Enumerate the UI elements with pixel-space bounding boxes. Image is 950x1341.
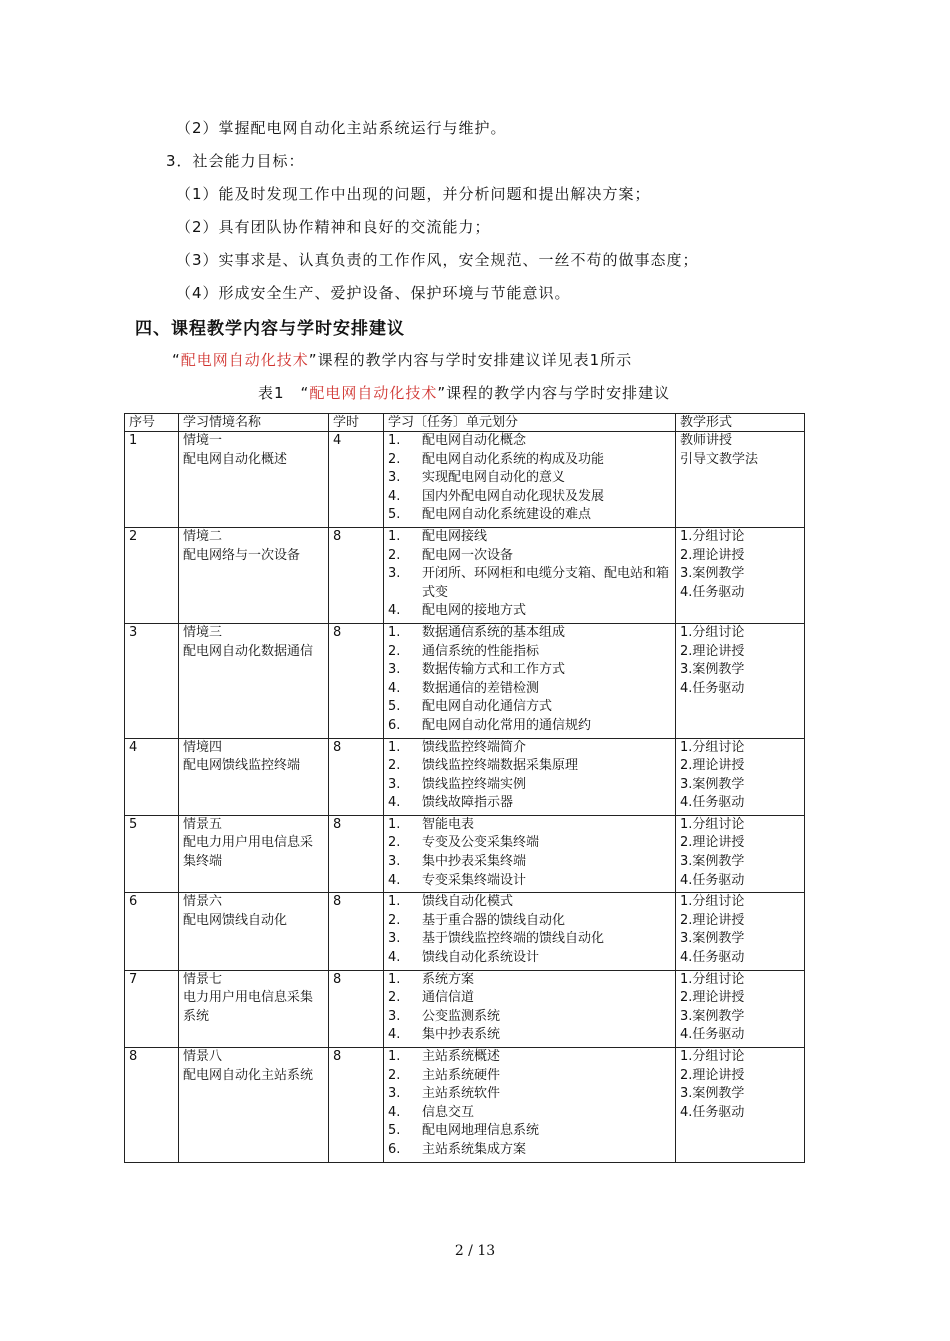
unit-number: 2. xyxy=(388,758,401,774)
header-hours: 学时 xyxy=(329,414,384,432)
method-item: 2.理论讲授 xyxy=(680,758,745,774)
page-number: 2 / 13 xyxy=(454,1243,496,1259)
table-caption xyxy=(258,382,670,403)
unit-number: 1. xyxy=(388,971,401,987)
unit-item xyxy=(388,698,671,717)
unit-number: 1. xyxy=(388,528,401,544)
method-item: 4.任务驱动 xyxy=(680,1027,745,1043)
table-header-row xyxy=(125,414,805,432)
table-row xyxy=(125,432,805,528)
unit-text: 数据传输方式和工作方式 xyxy=(422,662,566,678)
unit-number: 2. xyxy=(388,547,401,563)
table-row xyxy=(125,1048,805,1163)
unit-number: 6. xyxy=(388,1141,401,1157)
unit-text: 配电网接线 xyxy=(422,528,488,544)
cell-methods xyxy=(676,893,805,970)
situation-line: 配电网自动化主站系统 xyxy=(183,1067,314,1083)
social-item-3: （3）实事求是、认真负责的工作作风，安全规范、一丝不苟的做事态度； xyxy=(176,251,699,269)
cell-hours: 8 xyxy=(329,623,384,738)
situation-line: 配电网络与一次设备 xyxy=(183,547,301,563)
unit-number: 5. xyxy=(388,507,401,523)
method-item: 教师讲授 xyxy=(680,433,733,448)
unit-text: 智能电表 xyxy=(422,816,475,832)
unit-text: 配电网自动化常用的通信规约 xyxy=(422,717,592,733)
situation-line: 情景八 xyxy=(183,1049,223,1064)
unit-item xyxy=(388,893,671,912)
method-item: 3.案例教学 xyxy=(680,1086,745,1102)
unit-number: 2. xyxy=(388,643,401,659)
unit-number: 1. xyxy=(388,739,401,755)
section-heading: 四、课程教学内容与学时安排建议 xyxy=(135,319,405,339)
unit-text: 馈线监控终端实例 xyxy=(422,776,527,792)
unit-item xyxy=(388,912,671,931)
header-methods: 教学形式 xyxy=(676,414,805,432)
cell-units xyxy=(384,738,676,815)
cell-methods xyxy=(676,738,805,815)
method-item: 3.案例教学 xyxy=(680,662,745,678)
unit-item xyxy=(388,1122,671,1141)
unit-text: 系统方案 xyxy=(422,971,475,987)
situation-line: 情境三 xyxy=(183,624,223,640)
unit-text: 配电网自动化系统建设的难点 xyxy=(422,507,592,523)
cell-methods xyxy=(676,527,805,623)
method-item: 4.任务驱动 xyxy=(680,950,745,966)
cell-methods xyxy=(676,623,805,738)
table-row xyxy=(125,623,805,738)
unit-item xyxy=(388,1141,671,1160)
cell-situation-name xyxy=(179,893,329,970)
situation-line: 配电网馈线监控终端 xyxy=(183,758,301,774)
situation-line: 配电网馈线自动化 xyxy=(183,912,288,928)
header-no: 序号 xyxy=(125,414,179,432)
unit-text: 国内外配电网自动化现状及发展 xyxy=(422,488,605,504)
cell-hours: 8 xyxy=(329,1048,384,1163)
unit-text: 基于馈线监控终端的馈线自动化 xyxy=(422,931,605,947)
social-ability-heading: 3．社会能力目标： xyxy=(166,152,305,170)
unit-number: 4. xyxy=(388,1027,401,1043)
caption-prefix: 表1 “ xyxy=(258,384,310,402)
cell-hours: 8 xyxy=(329,527,384,623)
cell-situation-name xyxy=(179,1048,329,1163)
unit-number: 4. xyxy=(388,603,401,619)
unit-number: 5. xyxy=(388,1123,401,1139)
unit-text: 信息交互 xyxy=(422,1104,475,1120)
unit-item xyxy=(388,488,671,507)
unit-number: 6. xyxy=(388,717,401,733)
cell-hours: 8 xyxy=(329,893,384,970)
unit-item xyxy=(388,547,671,566)
method-item: 3.案例教学 xyxy=(680,1008,745,1024)
cell-no: 5 xyxy=(125,815,179,892)
unit-text: 配电网自动化概念 xyxy=(422,433,527,448)
social-item-1: （1）能及时发现工作中出现的问题，并分析问题和提出解决方案； xyxy=(176,185,651,203)
method-item: 4.任务驱动 xyxy=(680,872,745,888)
social-item-2: （2）具有团队协作精神和良好的交流能力； xyxy=(176,218,491,236)
situation-line: 配电网自动化概述 xyxy=(183,451,288,467)
header-name: 学习情境名称 xyxy=(179,414,329,432)
unit-text: 馈线故障指示器 xyxy=(422,795,514,811)
cell-situation-name xyxy=(179,623,329,738)
unit-item xyxy=(388,680,671,699)
method-item: 4.任务驱动 xyxy=(680,584,745,600)
unit-item xyxy=(388,1067,671,1086)
unit-text: 配电网自动化系统的构成及功能 xyxy=(422,451,605,467)
cell-situation-name xyxy=(179,815,329,892)
unit-text: 通信信道 xyxy=(422,990,475,1006)
unit-item xyxy=(388,739,671,758)
unit-item xyxy=(388,757,671,776)
situation-line: 情景六 xyxy=(183,894,223,910)
cell-hours: 8 xyxy=(329,970,384,1047)
method-item: 3.案例教学 xyxy=(680,566,745,582)
unit-number: 2. xyxy=(388,451,401,467)
unit-text: 集中抄表采集终端 xyxy=(422,854,527,870)
unit-text: 通信系统的性能指标 xyxy=(422,643,540,659)
unit-item xyxy=(388,816,671,835)
situation-line: 情境四 xyxy=(183,739,223,755)
cell-hours: 8 xyxy=(329,815,384,892)
unit-item xyxy=(388,1104,671,1123)
method-item: 1.分组讨论 xyxy=(680,528,745,544)
intro-quote-open: “ xyxy=(172,351,181,369)
unit-text: 开闭所、环网柜和电缆分支箱、配电站和箱式变 xyxy=(422,566,670,600)
unit-text: 专变及公变采集终端 xyxy=(422,835,540,851)
unit-number: 3. xyxy=(388,566,401,582)
unit-text: 配电网地理信息系统 xyxy=(422,1123,540,1139)
method-item: 1.分组讨论 xyxy=(680,894,745,910)
method-item: 1.分组讨论 xyxy=(680,1049,745,1064)
unit-item xyxy=(388,930,671,949)
situation-line: 情景五 xyxy=(183,816,223,832)
unit-item xyxy=(388,794,671,813)
unit-text: 馈线监控终端数据采集原理 xyxy=(422,758,579,774)
unit-text: 主站系统软件 xyxy=(422,1086,501,1102)
unit-number: 3. xyxy=(388,1086,401,1102)
cell-situation-name xyxy=(179,970,329,1047)
unit-number: 4. xyxy=(388,680,401,696)
cell-no: 3 xyxy=(125,623,179,738)
unit-item xyxy=(388,853,671,872)
unit-item xyxy=(388,469,671,488)
unit-number: 4. xyxy=(388,1104,401,1120)
cell-methods xyxy=(676,432,805,528)
unit-number: 2. xyxy=(388,835,401,851)
method-item: 1.分组讨论 xyxy=(680,816,745,832)
cell-units xyxy=(384,970,676,1047)
method-item: 3.案例教学 xyxy=(680,776,745,792)
situation-line: 配电网自动化数据通信 xyxy=(183,643,314,659)
cell-hours: 8 xyxy=(329,738,384,815)
unit-text: 实现配电网自动化的意义 xyxy=(422,470,566,486)
unit-number: 1. xyxy=(388,624,401,640)
cell-methods xyxy=(676,1048,805,1163)
social-item-4: （4）形成安全生产、爱护设备、保护环境与节能意识。 xyxy=(176,284,571,302)
unit-text: 主站系统集成方案 xyxy=(422,1141,527,1157)
unit-item xyxy=(388,1085,671,1104)
cell-no: 2 xyxy=(125,527,179,623)
unit-item xyxy=(388,1008,671,1027)
cell-no: 8 xyxy=(125,1048,179,1163)
unit-text: 数据通信的差错检测 xyxy=(422,680,540,696)
method-item: 4.任务驱动 xyxy=(680,795,745,811)
unit-item xyxy=(388,432,671,451)
method-item: 2.理论讲授 xyxy=(680,835,745,851)
unit-text: 数据通信系统的基本组成 xyxy=(422,624,566,640)
cell-units xyxy=(384,527,676,623)
cell-methods xyxy=(676,815,805,892)
unit-number: 4. xyxy=(388,795,401,811)
unit-text: 配电网自动化通信方式 xyxy=(422,699,553,715)
unit-text: 主站系统概述 xyxy=(422,1049,501,1064)
unit-text: 馈线自动化模式 xyxy=(422,894,514,910)
unit-number: 1. xyxy=(388,894,401,910)
unit-number: 1. xyxy=(388,433,401,448)
method-item: 3.案例教学 xyxy=(680,931,745,947)
unit-number: 3. xyxy=(388,662,401,678)
unit-number: 3. xyxy=(388,470,401,486)
cell-situation-name xyxy=(179,432,329,528)
method-item: 2.理论讲授 xyxy=(680,1067,745,1083)
unit-text: 馈线监控终端简介 xyxy=(422,739,527,755)
unit-text: 集中抄表系统 xyxy=(422,1027,501,1043)
method-item: 2.理论讲授 xyxy=(680,643,745,659)
unit-number: 4. xyxy=(388,950,401,966)
cell-units xyxy=(384,893,676,970)
unit-number: 5. xyxy=(388,699,401,715)
cell-no: 7 xyxy=(125,970,179,1047)
cell-no: 1 xyxy=(125,432,179,528)
cell-situation-name xyxy=(179,738,329,815)
unit-number: 4. xyxy=(388,872,401,888)
cell-units xyxy=(384,1048,676,1163)
unit-text: 馈线自动化系统设计 xyxy=(422,950,540,966)
method-item: 引导文教学法 xyxy=(680,451,759,467)
unit-number: 1. xyxy=(388,1049,401,1064)
table-row xyxy=(125,815,805,892)
situation-line: 配电力用户用电信息采集终端 xyxy=(183,835,314,870)
unit-text: 配电网的接地方式 xyxy=(422,603,527,619)
situation-line: 电力用户用电信息采集系统 xyxy=(183,990,314,1024)
intro-rest: ”课程的教学内容与学时安排建议详见表1所示 xyxy=(308,351,633,369)
situation-line: 情境二 xyxy=(183,528,223,544)
unit-item xyxy=(388,565,671,602)
method-item: 2.理论讲授 xyxy=(680,547,745,563)
caption-course-name: 配电网自动化技术 xyxy=(309,384,438,402)
header-units: 学习〔任务〕单元划分 xyxy=(384,414,676,432)
unit-item xyxy=(388,1026,671,1045)
cell-no: 4 xyxy=(125,738,179,815)
unit-item xyxy=(388,624,671,643)
unit-item xyxy=(388,872,671,891)
unit-item xyxy=(388,451,671,470)
unit-item xyxy=(388,602,671,621)
unit-number: 2. xyxy=(388,912,401,928)
unit-item xyxy=(388,661,671,680)
method-item: 2.理论讲授 xyxy=(680,912,745,928)
method-item: 1.分组讨论 xyxy=(680,739,745,755)
unit-item xyxy=(388,643,671,662)
unit-number: 3. xyxy=(388,776,401,792)
unit-item xyxy=(388,717,671,736)
unit-item xyxy=(388,776,671,795)
unit-number: 3. xyxy=(388,931,401,947)
caption-rest: ”课程的教学内容与学时安排建议 xyxy=(437,384,671,402)
method-item: 4.任务驱动 xyxy=(680,1104,745,1120)
cell-hours: 4 xyxy=(329,432,384,528)
unit-text: 配电网一次设备 xyxy=(422,547,514,563)
unit-number: 1. xyxy=(388,816,401,832)
table-row xyxy=(125,970,805,1047)
unit-item xyxy=(388,506,671,525)
unit-text: 专变采集终端设计 xyxy=(422,872,527,888)
unit-number: 2. xyxy=(388,1067,401,1083)
method-item: 3.案例教学 xyxy=(680,854,745,870)
goal-item-2: （2）掌握配电网自动化主站系统运行与维护。 xyxy=(176,119,507,137)
unit-item xyxy=(388,834,671,853)
unit-item xyxy=(388,949,671,968)
table-row xyxy=(125,527,805,623)
table-row xyxy=(125,893,805,970)
unit-number: 3. xyxy=(388,1008,401,1024)
cell-units xyxy=(384,815,676,892)
intro-course-name: 配电网自动化技术 xyxy=(180,351,309,369)
method-item: 1.分组讨论 xyxy=(680,624,745,640)
unit-text: 主站系统硬件 xyxy=(422,1067,501,1083)
cell-situation-name xyxy=(179,527,329,623)
unit-item xyxy=(388,989,671,1008)
unit-item xyxy=(388,1048,671,1067)
unit-number: 4. xyxy=(388,488,401,504)
cell-units xyxy=(384,432,676,528)
unit-item xyxy=(388,971,671,990)
cell-units xyxy=(384,623,676,738)
method-item: 1.分组讨论 xyxy=(680,971,745,987)
unit-number: 2. xyxy=(388,990,401,1006)
situation-line: 情景七 xyxy=(183,971,223,987)
table-row xyxy=(125,738,805,815)
method-item: 4.任务驱动 xyxy=(680,680,745,696)
unit-number: 3. xyxy=(388,854,401,870)
course-schedule-table xyxy=(124,413,805,1163)
situation-line: 情境一 xyxy=(183,433,223,448)
unit-item xyxy=(388,528,671,547)
cell-no: 6 xyxy=(125,893,179,970)
method-item: 2.理论讲授 xyxy=(680,990,745,1006)
unit-text: 基于重合器的馈线自动化 xyxy=(422,912,566,928)
intro-paragraph xyxy=(172,349,632,370)
unit-text: 公变监测系统 xyxy=(422,1008,501,1024)
cell-methods xyxy=(676,970,805,1047)
